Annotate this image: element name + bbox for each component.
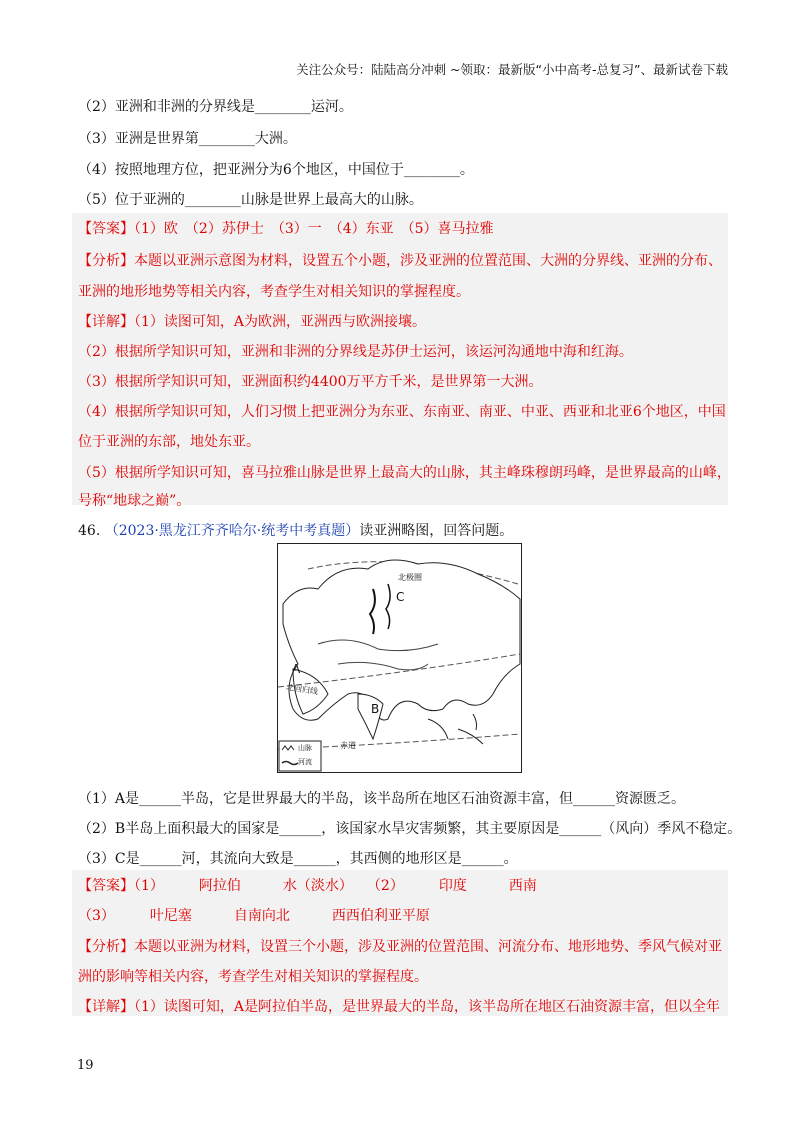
detail-line <box>78 311 426 331</box>
question-source: （2023·黑龙江齐齐哈尔·统考中考真题） <box>104 523 360 539</box>
page-header: 关注公众号：陆陆高分冲刺 ~领取：最新版“小中高考-总复习”、最新试卷下载 <box>296 62 728 77</box>
asia-map <box>277 543 522 773</box>
question-46-header <box>78 520 513 540</box>
question-line: （5）位于亚洲的________山脉是世界上最高大的山脉。 <box>78 192 423 208</box>
analysis-tag: 【分析】 <box>78 939 134 955</box>
question-line: （4）按照地理方位，把亚洲分为6个地区，中国位于________。 <box>78 162 474 178</box>
question-number: 46. <box>78 523 101 539</box>
detail-line: （3）根据所学知识可知，亚洲面积约4400万平方千米，是世界第一大洲。 <box>78 374 543 390</box>
question-prompt: 读亚洲略图，回答问题。 <box>359 523 514 539</box>
detail-line: 位于亚洲的东部，地处东亚。 <box>78 434 260 450</box>
detail-tag: 【详解】 <box>78 314 134 330</box>
answer-text: （1） 阿拉伯 水（淡水） （2） 印度 西南 <box>134 878 537 894</box>
legend-mountain: 山脉 <box>298 744 312 752</box>
analysis-line <box>78 250 722 270</box>
question-line: （2）亚洲和非洲的分界线是________运河。 <box>78 99 353 115</box>
page-number: 19 <box>77 1058 94 1073</box>
map-label-tropic: 北回归线 <box>285 682 319 697</box>
question-line: （2）B半岛上面积最大的国家是______，该国家水旱灾害频繁，其主要原因是______（风向）季风不稳定。 <box>78 821 742 837</box>
answer-tag: 【答案】 <box>78 221 134 237</box>
question-line: （3）亚洲是世界第________大洲。 <box>78 131 297 147</box>
analysis-tag: 【分析】 <box>78 253 134 269</box>
answer-text: （1）欧 （2）苏伊士 （3）一 （4）东亚 （5）喜马拉雅 <box>134 221 494 237</box>
map-label-a: A <box>292 662 301 676</box>
question-line: （3）C是______河，其流向大致是______，其西侧的地形区是______。 <box>78 851 518 867</box>
detail-text: （1）读图可知，A是阿拉伯半岛，是世界最大的半岛，该半岛所在地区石油资源丰富，但以全年 <box>134 999 721 1015</box>
question-line: （1）A是______半岛，它是世界最大的半岛，该半岛所在地区石油资源丰富，但______资源匮乏。 <box>78 791 686 807</box>
answer-line <box>78 218 494 238</box>
analysis-text: 本题以亚洲示意图为材料，设置五个小题，涉及亚洲的位置范围、大洲的分界线、亚洲的分布、 <box>134 253 722 269</box>
analysis-line: 洲的影响等相关内容，考查学生对相关知识的掌握程度。 <box>78 969 428 985</box>
detail-tag: 【详解】 <box>78 999 134 1015</box>
map-label-arctic: 北极圈 <box>398 573 422 582</box>
detail-line: （5）根据所学知识可知，喜马拉雅山脉是世界上最高大的山脉，其主峰珠穆朗玛峰，是世界最高的山峰， <box>78 465 731 481</box>
map-label-b: B <box>371 702 380 716</box>
detail-line <box>78 996 720 1016</box>
answer-line <box>78 875 537 895</box>
detail-text: （1）读图可知，A为欧洲，亚洲西与欧洲接壤。 <box>134 314 427 330</box>
legend-river: 河流 <box>298 758 312 766</box>
map-label-c: C <box>396 590 405 604</box>
analysis-line: 亚洲的地形地势等相关内容，考查学生对相关知识的掌握程度。 <box>78 284 470 300</box>
detail-line: （4）根据所学知识可知，人们习惯上把亚洲分为东亚、东南亚、南亚、中亚、西亚和北亚6个地区，中国 <box>78 404 726 420</box>
detail-line: 号称“地球之巅”。 <box>78 493 191 509</box>
map-label-equator: 赤道 <box>340 741 356 750</box>
answer-line: （3） 叶尼塞 自南向北 西西伯利亚平原 <box>78 908 430 924</box>
analysis-text: 本题以亚洲为材料，设置三个小题，涉及亚洲的位置范围、河流分布、地形地势、季风气候对亚 <box>134 939 722 955</box>
detail-line: （2）根据所学知识可知，亚洲和非洲的分界线是苏伊士运河，该运河沟通地中海和红海。 <box>78 344 633 360</box>
analysis-line <box>78 936 722 956</box>
answer-tag: 【答案】 <box>78 878 134 894</box>
